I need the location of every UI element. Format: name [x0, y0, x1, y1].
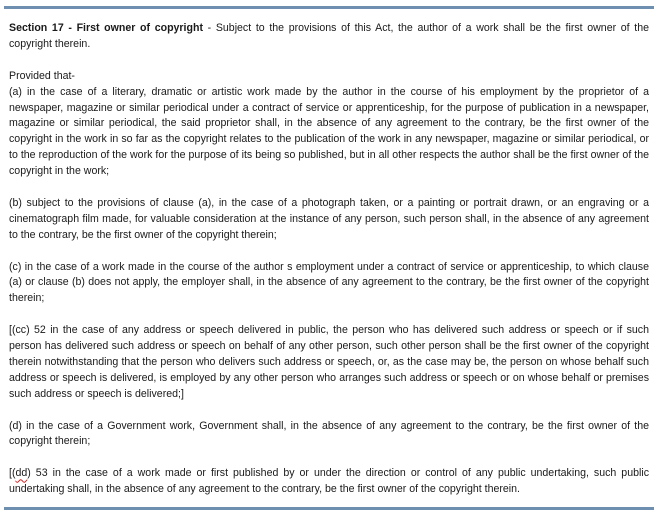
provided-label: Provided that- — [9, 69, 75, 82]
top-rule — [4, 6, 654, 9]
bottom-rule — [4, 507, 654, 510]
clause-dd-text: ) 53 in the case of a work made or first published by or under the direction or control of any public undertaking, such public undertaking shall, in the absence of any agreement to the contrary, be the first owner of the copyright therein. — [9, 467, 649, 496]
clause-b-paragraph: (b) subject to the provisions of clause (a), in the case of a photograph taken, or a painting or portrait drawn, or an engraving or a cinematograph film made, for valuable consideration at the instance of any person, such person shall, in the absence of any agreement to the contrary, be the first owner of the copyright therein; — [9, 196, 649, 241]
clause-cc-paragraph: [(cc) 52 in the case of any address or speech delivered in public, the person who has delivered such address or speech or if such person has delivered such address or speech on behalf of any other person, such other person shall be the first owner of the copyright therein notwithstanding that the person who delivers such address or speech, or, as the case may be, the person on whose behalf such address or speech is delivered, is employed by any other person who arranges such address or speech or on whose behalf or premises such address or speech is delivered;] — [9, 324, 649, 400]
section-intro: - Subject to the provisions of this Act, the author of a work shall be the first owner of the copyright therein. — [9, 22, 649, 50]
clause-d-paragraph: (d) in the case of a Government work, Government shall, in the absence of any agreement to the contrary, be the first owner of the copyright therein; — [9, 419, 649, 448]
clause-a-text: (a) in the case of a literary, dramatic or artistic work made by the author in the course of his employment by the proprietor of a newspaper, magazine or similar periodical under a contract of service or apprenticeship, for the purpose of publication in a newspaper, magazine or similar periodical, the said proprietor shall, in the absence of any agreement to the contrary, be the first owner of the copyright in the work in so far as the copyright relates to the publication of the work in any newspaper, magazine or similar periodical, or to the reproduction of the work for the purpose of its being so published, but in all other respects the author shall be the first owner of the copyright in the work; — [9, 85, 649, 178]
clause-c-paragraph: (c) in the case of a work made in the course of the author s employment under a contract of service or apprenticeship, to which clause (a) or clause (b) does not apply, the employer shall, in the absence of any agreement to the contrary, be the first owner of the copyright therein; — [9, 260, 649, 305]
clause-a-paragraph — [9, 69, 649, 180]
clause-dd-paragraph — [9, 466, 649, 498]
clause-dd-prefix: [( — [9, 467, 16, 480]
document-body — [9, 21, 649, 498]
spellcheck-marked-word: dd — [15, 467, 28, 480]
section-paragraph — [9, 21, 649, 53]
section-heading: Section 17 - First owner of copyright — [9, 22, 203, 34]
